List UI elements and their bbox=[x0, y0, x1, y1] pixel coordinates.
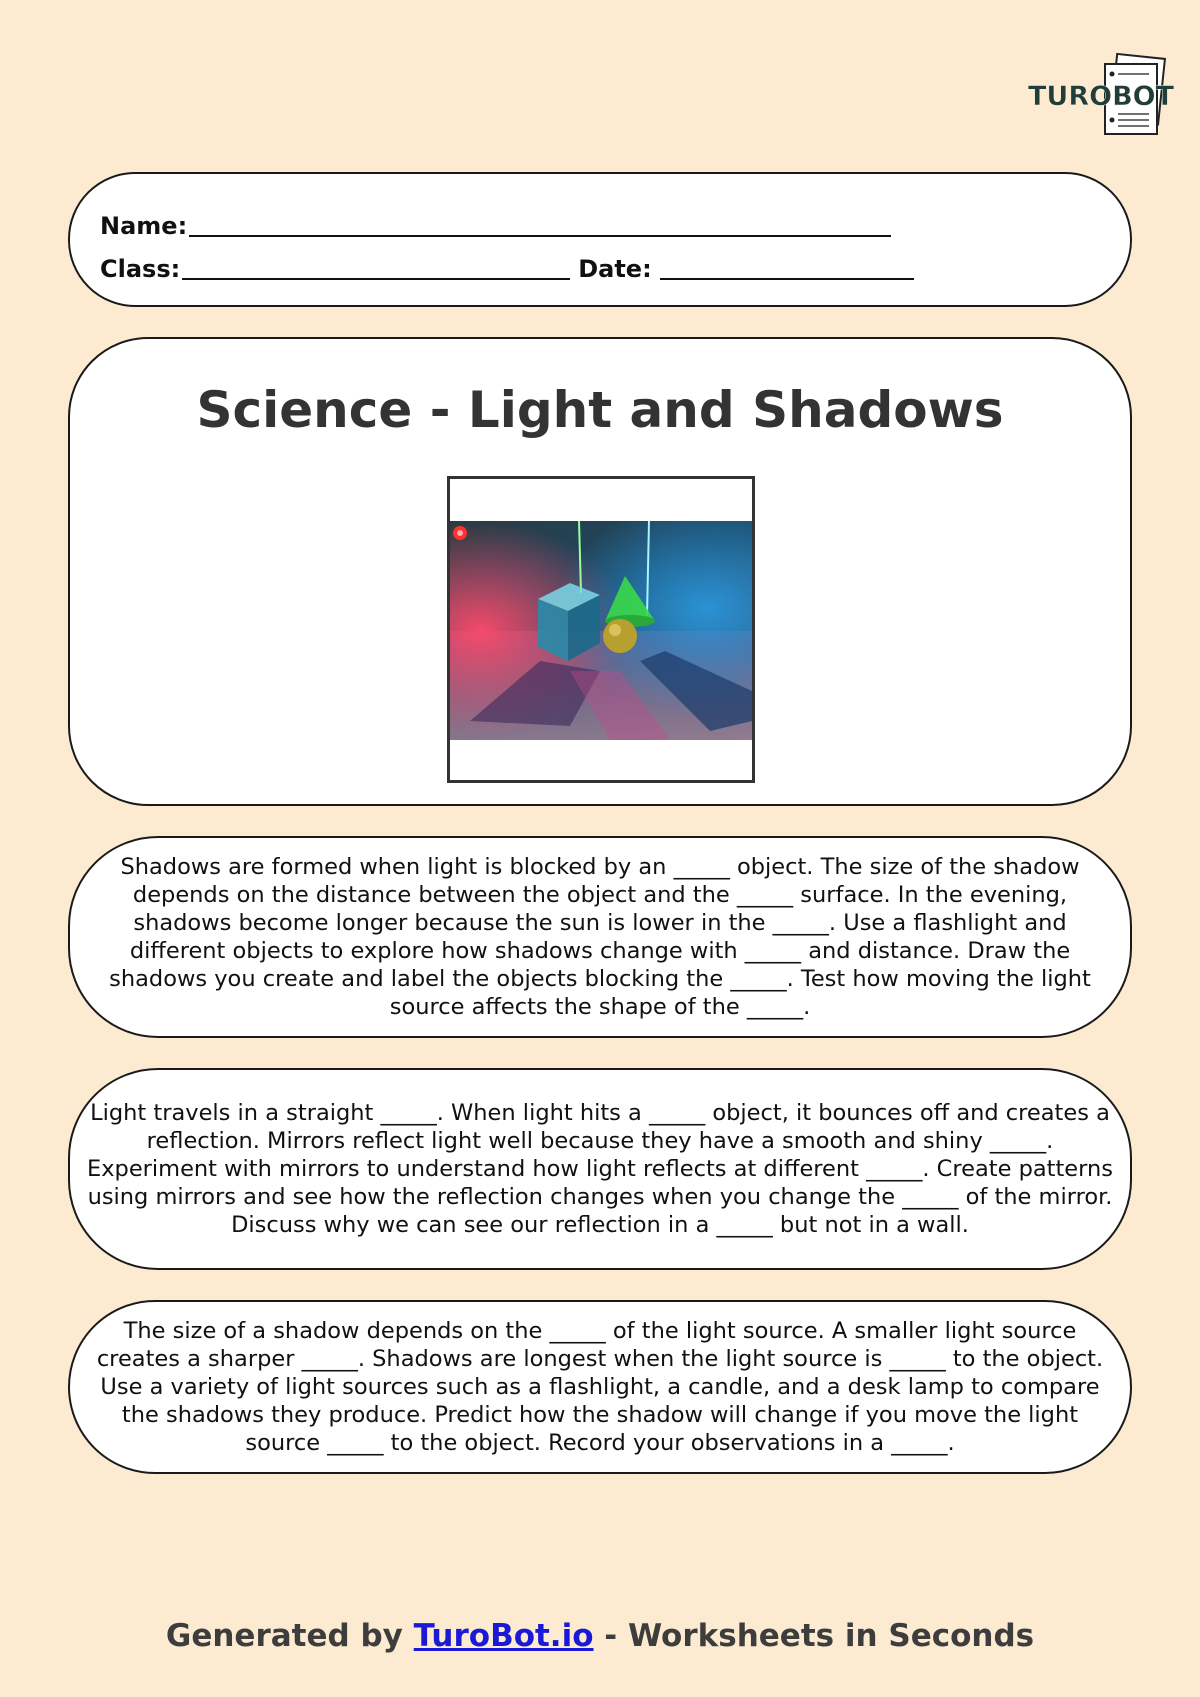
footer-suffix: - Worksheets in Seconds bbox=[593, 1618, 1035, 1654]
date-field[interactable] bbox=[660, 256, 914, 280]
title-box bbox=[68, 337, 1132, 806]
worksheet-image-frame bbox=[447, 476, 755, 783]
name-label: Name: bbox=[100, 212, 188, 240]
paragraph-text-3: The size of a shadow depends on the _____ of the light source. A smaller light source creates a sharper _____. Shadows are longest when the light source is _____ to the object. Use a variety of light sources such as a flashlight, a candle, and a desk lamp to compare the shadows they produce. Predict how the shadow will change if you move the light source _____ to the object. Record your observations in a _____. bbox=[96, 1318, 1104, 1456]
date-label: Date: bbox=[578, 255, 652, 283]
paragraph-text-1: Shadows are formed when light is blocked by an _____ object. The size of the shadow depends on the distance between the object and the _____ surface. In the evening, shadows become longer because the sun is lower in the _____. Use a flashlight and different objects to explore how shadows change with _____ and distance. Draw the shadows you create and label the objects blocking the _____. Test how moving the light source affects the shape of the _____. bbox=[109, 854, 1091, 1020]
turobot-link[interactable]: TuroBot.io bbox=[413, 1618, 594, 1654]
worksheet-title: Science - Light and Shadows bbox=[196, 381, 1004, 439]
paragraph-box-1 bbox=[68, 836, 1132, 1038]
student-info-box bbox=[68, 172, 1132, 307]
footer bbox=[0, 1618, 1200, 1654]
class-label: Class: bbox=[100, 255, 181, 283]
name-field[interactable] bbox=[189, 213, 891, 237]
light-shadows-image bbox=[450, 521, 752, 740]
class-field[interactable] bbox=[182, 256, 570, 280]
class-date-row bbox=[100, 255, 914, 283]
turobot-logo bbox=[1027, 50, 1175, 138]
footer-prefix: Generated by bbox=[165, 1618, 414, 1654]
paragraph-text-2: Light travels in a straight _____. When light hits a _____ object, it bounces off and creates a reflection. Mirrors reflect light well because they have a smooth and shiny _____. Experiment with mirrors to understand how light reflects at different _____. Create patterns using mirrors and see how the reflection changes when you change the _____ of the mirror. Discuss why we can see our reflection in a _____ but not in a wall. bbox=[87, 1100, 1113, 1238]
name-row bbox=[100, 212, 891, 240]
logo-text: TUROBOT bbox=[1027, 81, 1175, 112]
paragraph-box-3 bbox=[68, 1300, 1132, 1474]
paragraph-box-2 bbox=[68, 1068, 1132, 1270]
